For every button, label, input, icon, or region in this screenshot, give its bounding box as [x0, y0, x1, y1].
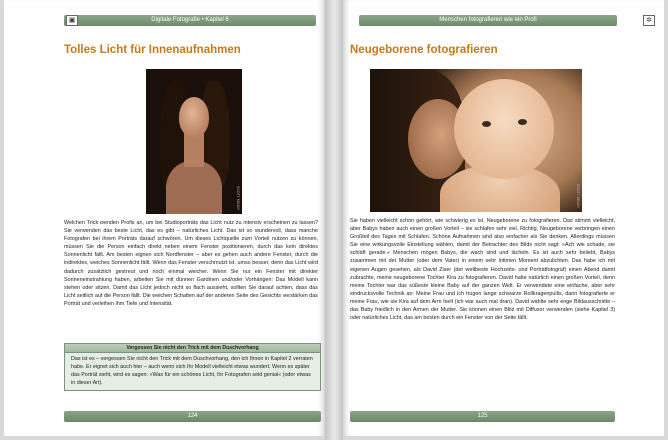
book-gutter — [325, 0, 343, 440]
right-header-text: Menschen fotografieren wie ein Profi — [439, 17, 537, 23]
left-page-number: 124 — [187, 413, 198, 419]
left-section-title: Tolles Licht für Innenaufnahmen — [64, 44, 241, 56]
camera-icon: ▣ — [66, 15, 78, 26]
mother-baby-photo — [370, 69, 582, 212]
right-section-title: Neugeborene fotografieren — [350, 44, 498, 56]
portrait-shoulder — [166, 161, 222, 214]
portrait-photo — [146, 69, 242, 214]
left-page-footer — [64, 411, 321, 422]
right-body-text: Sie haben vielleicht schon gehört, wie schwierig es ist, Neugeborene zu fotografieren. Das stimmt vielleicht, aber Babys haben auch einen großen Vorteil – sie schlafen sehr viel. Richtig, Neugeborene verbringen einen Großteil des Tages mit Schlafen. Schöne Aufnahmen sind also einfacher als Sie denken. Allerdings müssen Sie eine wirkungsvolle Einstellung wählen, damit der Betrachter des Bilds nicht sagt: »Ach wie schade, sie schläft gerade.« Menschen mögen Babys, die wach sind und lächeln. Es ist auch sehr beliebt, Babys zusammen mit der Mutter (oder dem Vater) in einem sehr intimen Moment abzulichten. Das habe ich mit eigenen Augen gesehen, als David Ziser (der weltbeste Hochzeits- und Porträtfotograf) einen Abend damit zubrachte, meine neugeborene Tochter Kira zu fotografieren. David hatte natürlich einen großen Vorteil, denn meine Tochter war das süßeste kleine Baby auf der ganzen Welt. Er verwendete eine einfache, aber sehr eindrucksvolle Technik an: Meine Frau und ich trugen lange schwarze Rollkragenpullis, dann fotografierte er meine Frau, wie sie Kira auf dem Arm hielt (ich war auch mal dran). David wählte sehr enge Bildausschnitte – das Baby friedlich in den Armen der Mutter. Sie können einen Blitz mit Diffusor verwenden (siehe Kapitel 3) oder natürliches Licht, das am besten durch ein Fenster von der Seite fällt. — [350, 218, 615, 322]
baby-head — [454, 79, 554, 179]
right-page-number: 125 — [477, 413, 488, 419]
baby-eye-left — [482, 121, 491, 127]
left-page — [4, 0, 325, 436]
flash-icon: ✲ — [643, 15, 655, 26]
left-photo-credit: SCOTT KELBY — [236, 185, 240, 210]
tip-box — [64, 343, 321, 391]
right-photo-credit: SCOTT KELBY — [576, 183, 580, 208]
baby-eye-right — [518, 119, 527, 125]
right-page-footer — [350, 411, 615, 422]
right-running-header — [359, 15, 617, 26]
tip-title: Vergessen Sie nicht den Trick mit dem Duschvorhang — [65, 344, 320, 353]
left-body-text: Welchen Trick wenden Profis an, um bei Studioporträts das Licht nutz zu intensiv erscheinen zu lassen? Sie verwenden das beste Licht, das es gibt – natürliches Licht. Das ist so wundervoll, dass manche Fotografen bei ihrem Porträts darauf schwören. Um dieses Lichtquelle zum Vorteil nutzen zu können, müssen Sie die Person einfach direkt neben einem Fenster positionieren, durch das kein direktes Sonnenlicht fällt. Am besten eignen sich Nordfenster – aber es gehen auch andere Fenster, durch die indirektes, weiches Sonnenlicht fällt. Wenn das Fenster verschmutzt ist, umso besser, denn das Licht wird dadurch zusätzlich gestreut und noch einmal weicher. Wenn Sie nur ein Fenster mit direkter Sonneneinstrahlung haben, arbeiten Sie mit dünnen Gardinen und/oder Vorhängen: Das Modell kann stehen oder sitzen. Damit das Licht jedoch nicht so flach aussieht, sollten Sie darauf achten, dass das Licht seitlich auf die Person fällt. Die weichen Schatten auf der anderen Seite des Gesichts verstärken das Porträt und verleihen ihm Tiefe und Intensität. — [64, 220, 318, 307]
tip-text: Das ist es – vergessen Sie nicht den Trick mit dem Duschvorhang, den ich Ihnen in Kapitel 2 verraten habe. Er eignet sich auch hier – auch wenn sich Ihr Modell vielleicht etwas wundert. Wenn es später das Porträt sieht, wird es sagen: »Was für ein schönes Licht, Ihr Fotografen seid genial« (oder etwas in dieser Art). — [71, 356, 313, 387]
left-header-text: Digitale Fotografie • Kapitel 6 — [151, 17, 229, 23]
right-page — [343, 0, 664, 436]
left-running-header — [64, 15, 316, 26]
portrait-neck — [184, 133, 204, 167]
portrait-face — [179, 97, 209, 137]
